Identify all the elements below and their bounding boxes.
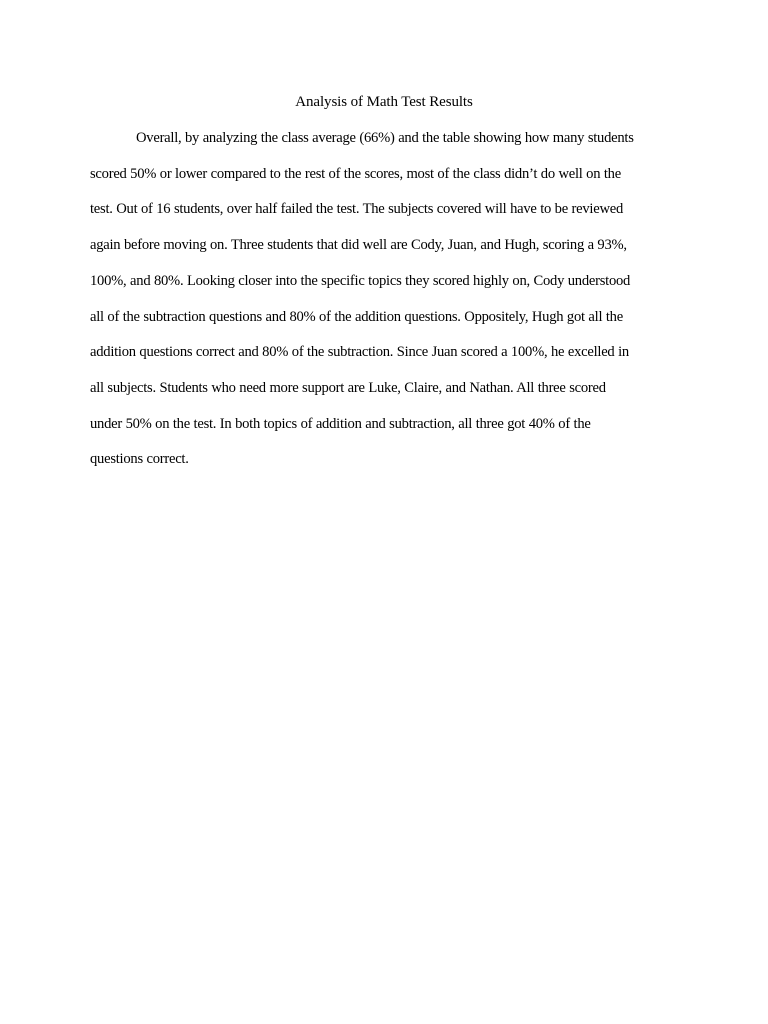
paragraph-line: addition questions correct and 80% of the subtraction. Since Juan scored a 100%, he excelled in <box>90 344 629 361</box>
paragraph-line: again before moving on. Three students that did well are Cody, Juan, and Hugh, scoring a 93%, <box>90 237 627 254</box>
paragraph-line: scored 50% or lower compared to the rest of the scores, most of the class didn’t do well on the <box>90 165 621 182</box>
paragraph-line: all subjects. Students who need more support are Luke, Claire, and Nathan. All three scored <box>90 379 606 396</box>
body-paragraph <box>90 121 680 478</box>
paragraph-line: all of the subtraction questions and 80% of the addition questions. Oppositely, Hugh got all the <box>90 308 623 325</box>
paragraph-line: under 50% on the test. In both topics of addition and subtraction, all three got 40% of the <box>90 415 591 432</box>
paragraph-line: questions correct. <box>90 451 189 468</box>
paragraph-line: 100%, and 80%. Looking closer into the specific topics they scored highly on, Cody understood <box>90 272 631 289</box>
paragraph-line: test. Out of 16 students, over half failed the test. The subjects covered will have to be reviewed <box>90 201 624 218</box>
document-title: Analysis of Math Test Results <box>295 94 473 110</box>
paragraph-line: Overall, by analyzing the class average (66%) and the table showing how many students <box>136 130 634 146</box>
